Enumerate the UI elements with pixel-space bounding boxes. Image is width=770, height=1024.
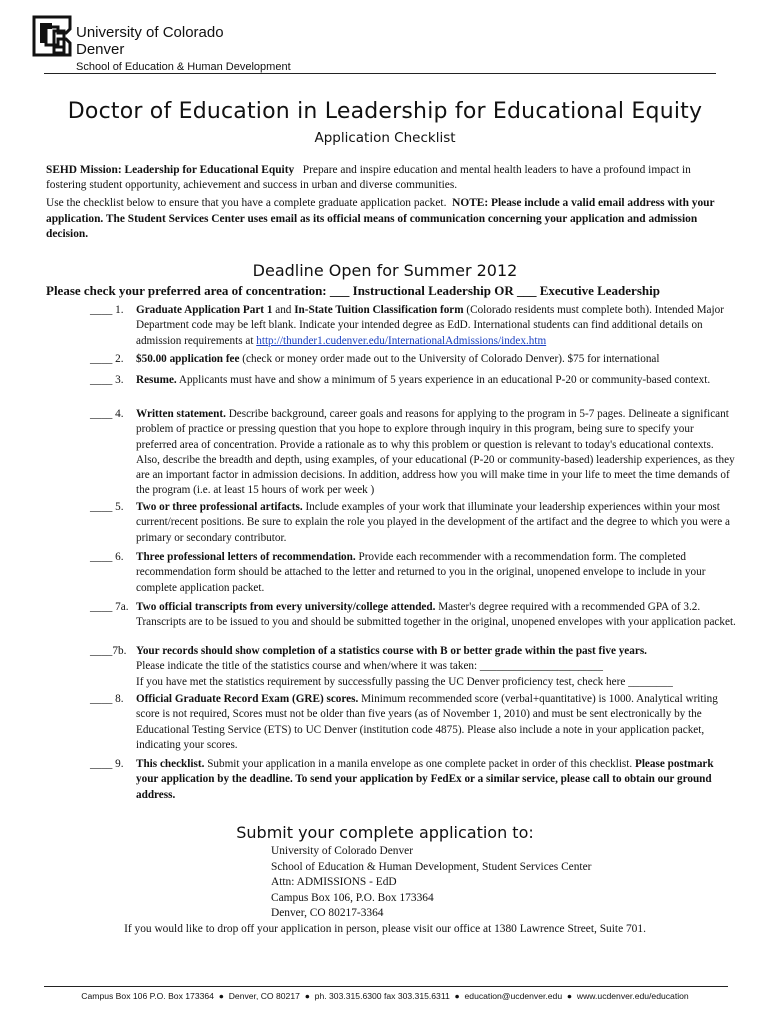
footer-city: Denver, CO 80217 [228,991,300,1001]
item-9-postmark-note: Please postmark your application by the deadline. To send your application by FedEx or a similar service, please call to obtain our ground address. [136,758,714,801]
mission-text: Prepare and inspire education and mental health leaders to have a profound impact in fostering student opportunity, achievement and success in urban and diverse communities. [46,164,691,191]
instructions-note: NOTE: Please include a valid email address with your application. The Student Services Center uses email as its official means of communication concerning your application and admission decision. [46,197,715,240]
item-2-text: (check or money order made out to the University of Colorado Denver). $75 for international [239,353,660,365]
item-1-connector: and [272,304,295,316]
item-4-text: Describe background, career goals and reasons for applying to the program in 5-7 pages. Delineate a significant problem of practice or pressing question that you hope to explore through inquiry in this program, being sure to specify your preferred area of concentration. Provide a rationale as to why this problem or question is relevant to today's educational contexts. Also, describe the breadth and depth, using examples, of your educational (P-20 or community-based) leadership experiences, as they are an important factor in admission decisions. In addition, address how you will make time in your life to meet the time demands of the program (i.e. at least 15 hours of work per week ) [136,408,735,497]
item-1-text: (Colorado residents must complete both). Intended Major Department code may be left blank. Indicate your intended degree as EdD. International students can find additional details on admission requirements at [136,304,724,347]
university-line-2: Denver [76,41,125,58]
cu-logo-icon [32,15,72,57]
statistics-course-line: Please indicate the title of the statistics course and when/where it was taken: ______________________ [136,660,603,673]
item-1-number: ____ 1. [90,304,124,316]
instructions-text: Use the checklist below to ensure that you have a complete graduate application packet. [46,197,447,209]
item-2-title: $50.00 application fee [136,353,240,365]
item-3-body [136,373,736,388]
international-admissions-link[interactable]: http://thunder1.cudenver.edu/InternationalAdmissions/index.htm [256,334,547,347]
item-2-body [136,352,736,367]
item-8-text: Minimum recommended score (verbal+quantitative) is 1000. Analytical writing score is not required, Scores must not be older than five years (as of November 1, 2010) and must be sent electronically by the Educational Testing Service (ETS) to UC Denver (institution code 4875). Please also include a note in your application packet, indicating your scores. [136,693,718,751]
item-2-number: ____ 2. [90,353,124,365]
footer-divider [44,986,728,987]
deadline-heading: Deadline Open for Summer 2012 [252,261,518,280]
mailing-address [271,844,591,922]
instructions [46,196,736,243]
item-3-title: Resume. [136,374,177,386]
school-name: School of Education & Human Development [76,61,291,73]
item-9-title: This checklist. [136,758,205,770]
address-line-4: Campus Box 106, P.O. Box 173364 [271,891,434,904]
item-5-body [136,500,736,546]
page-title: Doctor of Education in Leadership for Educational Equity [67,99,703,124]
item-7b-title: Your records should show completion of a statistics course with B or better grade within the past five years. [136,645,647,657]
item-1-body [136,303,736,349]
item-9-number: ____ 9. [90,758,124,770]
item-1-title-a: Graduate Application Part 1 [136,304,273,316]
dropoff-note: If you would like to drop off your application in person, please visit our office at 1380 Lawrence Street, Suite 701. [124,923,646,935]
address-line-3: Attn: ADMISSIONS - EdD [271,876,397,888]
footer-bullet-icon: ● [454,991,460,1001]
footer-contact [0,991,770,1001]
university-name [76,24,224,58]
footer-bullet-icon: ● [218,991,224,1001]
item-7a-title: Two official transcripts from every university/college attended. [136,601,436,613]
item-7a-text: Master's degree required with a recommended GPA of 3.2. Transcripts are to be issued to you and should be submitted together in the original, unopened envelopes with your application packet. [136,601,736,629]
mission-statement [46,163,726,193]
university-line-1: University of Colorado [76,24,224,41]
item-5-title: Two or three professional artifacts. [136,501,303,513]
footer-bullet-icon: ● [304,991,310,1001]
item-7a-body [136,600,736,631]
footer-email-link[interactable]: education@ucdenver.edu [464,991,563,1001]
item-5-text: Include examples of your work that illuminate your leadership experiences within your most current/recent positions. Be sure to explain the role you played in the development of the artifact and the degree to which you were a primary or secondary contributor. [136,501,730,544]
address-line-2: School of Education & Human Development, Student Services Center [271,860,592,873]
item-3-text: Applicants must have and show a minimum of 5 years experience in an educational P-20 or community-based context. [176,374,711,386]
item-4-title: Written statement. [136,408,226,420]
item-5-number: ____ 5. [90,501,124,513]
address-line-1: University of Colorado Denver [271,845,414,857]
item-9-text: Submit your application in a manila envelope as one complete packet in order of this checklist. [204,758,635,770]
item-7b-body [136,644,736,690]
submit-heading: Submit your complete application to: [236,823,534,842]
item-9-body [136,757,736,803]
item-7b-number: ____7b. [90,645,127,657]
footer-website-link[interactable]: www.ucdenver.edu/education [576,991,689,1001]
item-4-number: ____ 4. [90,408,124,420]
item-7a-number: ____ 7a. [90,601,129,613]
item-8-body [136,692,736,753]
footer-bullet-icon: ● [566,991,573,1001]
address-line-5: Denver, CO 80217-3364 [271,907,384,919]
concentration-choice: Please check your preferred area of concentration: ___ Instructional Leadership OR ___ Executive Leadership [46,283,660,298]
item-6-body [136,550,736,596]
header-divider [44,73,716,74]
item-8-title: Official Graduate Record Exam (GRE) scores. [136,693,359,705]
item-3-number: ____ 3. [90,374,124,386]
footer-phone: ph. 303.315.6300 fax 303.315.6311 [314,991,450,1001]
item-6-number: ____ 6. [90,551,124,563]
footer-campus-box: Campus Box 106 P.O. Box 173364 [81,991,214,1001]
item-8-number: ____ 8. [90,693,124,705]
item-6-text: Provide each recommender with a recommendation form. The completed recommendation form should be attached to the letter and returned to you in the original, unopened envelope to include in your complete application packet. [136,551,706,594]
item-6-title: Three professional letters of recommendation. [136,551,356,563]
item-1-title-b: In-State Tuition Classification form [294,304,464,316]
page-subtitle: Application Checklist [314,130,456,146]
item-4-body [136,407,736,499]
proficiency-test-line: If you have met the statistics requirement by successfully passing the UC Denver proficiency test, check here ________ [136,675,673,688]
mission-label: SEHD Mission: Leadership for Educational Equity [46,164,295,176]
